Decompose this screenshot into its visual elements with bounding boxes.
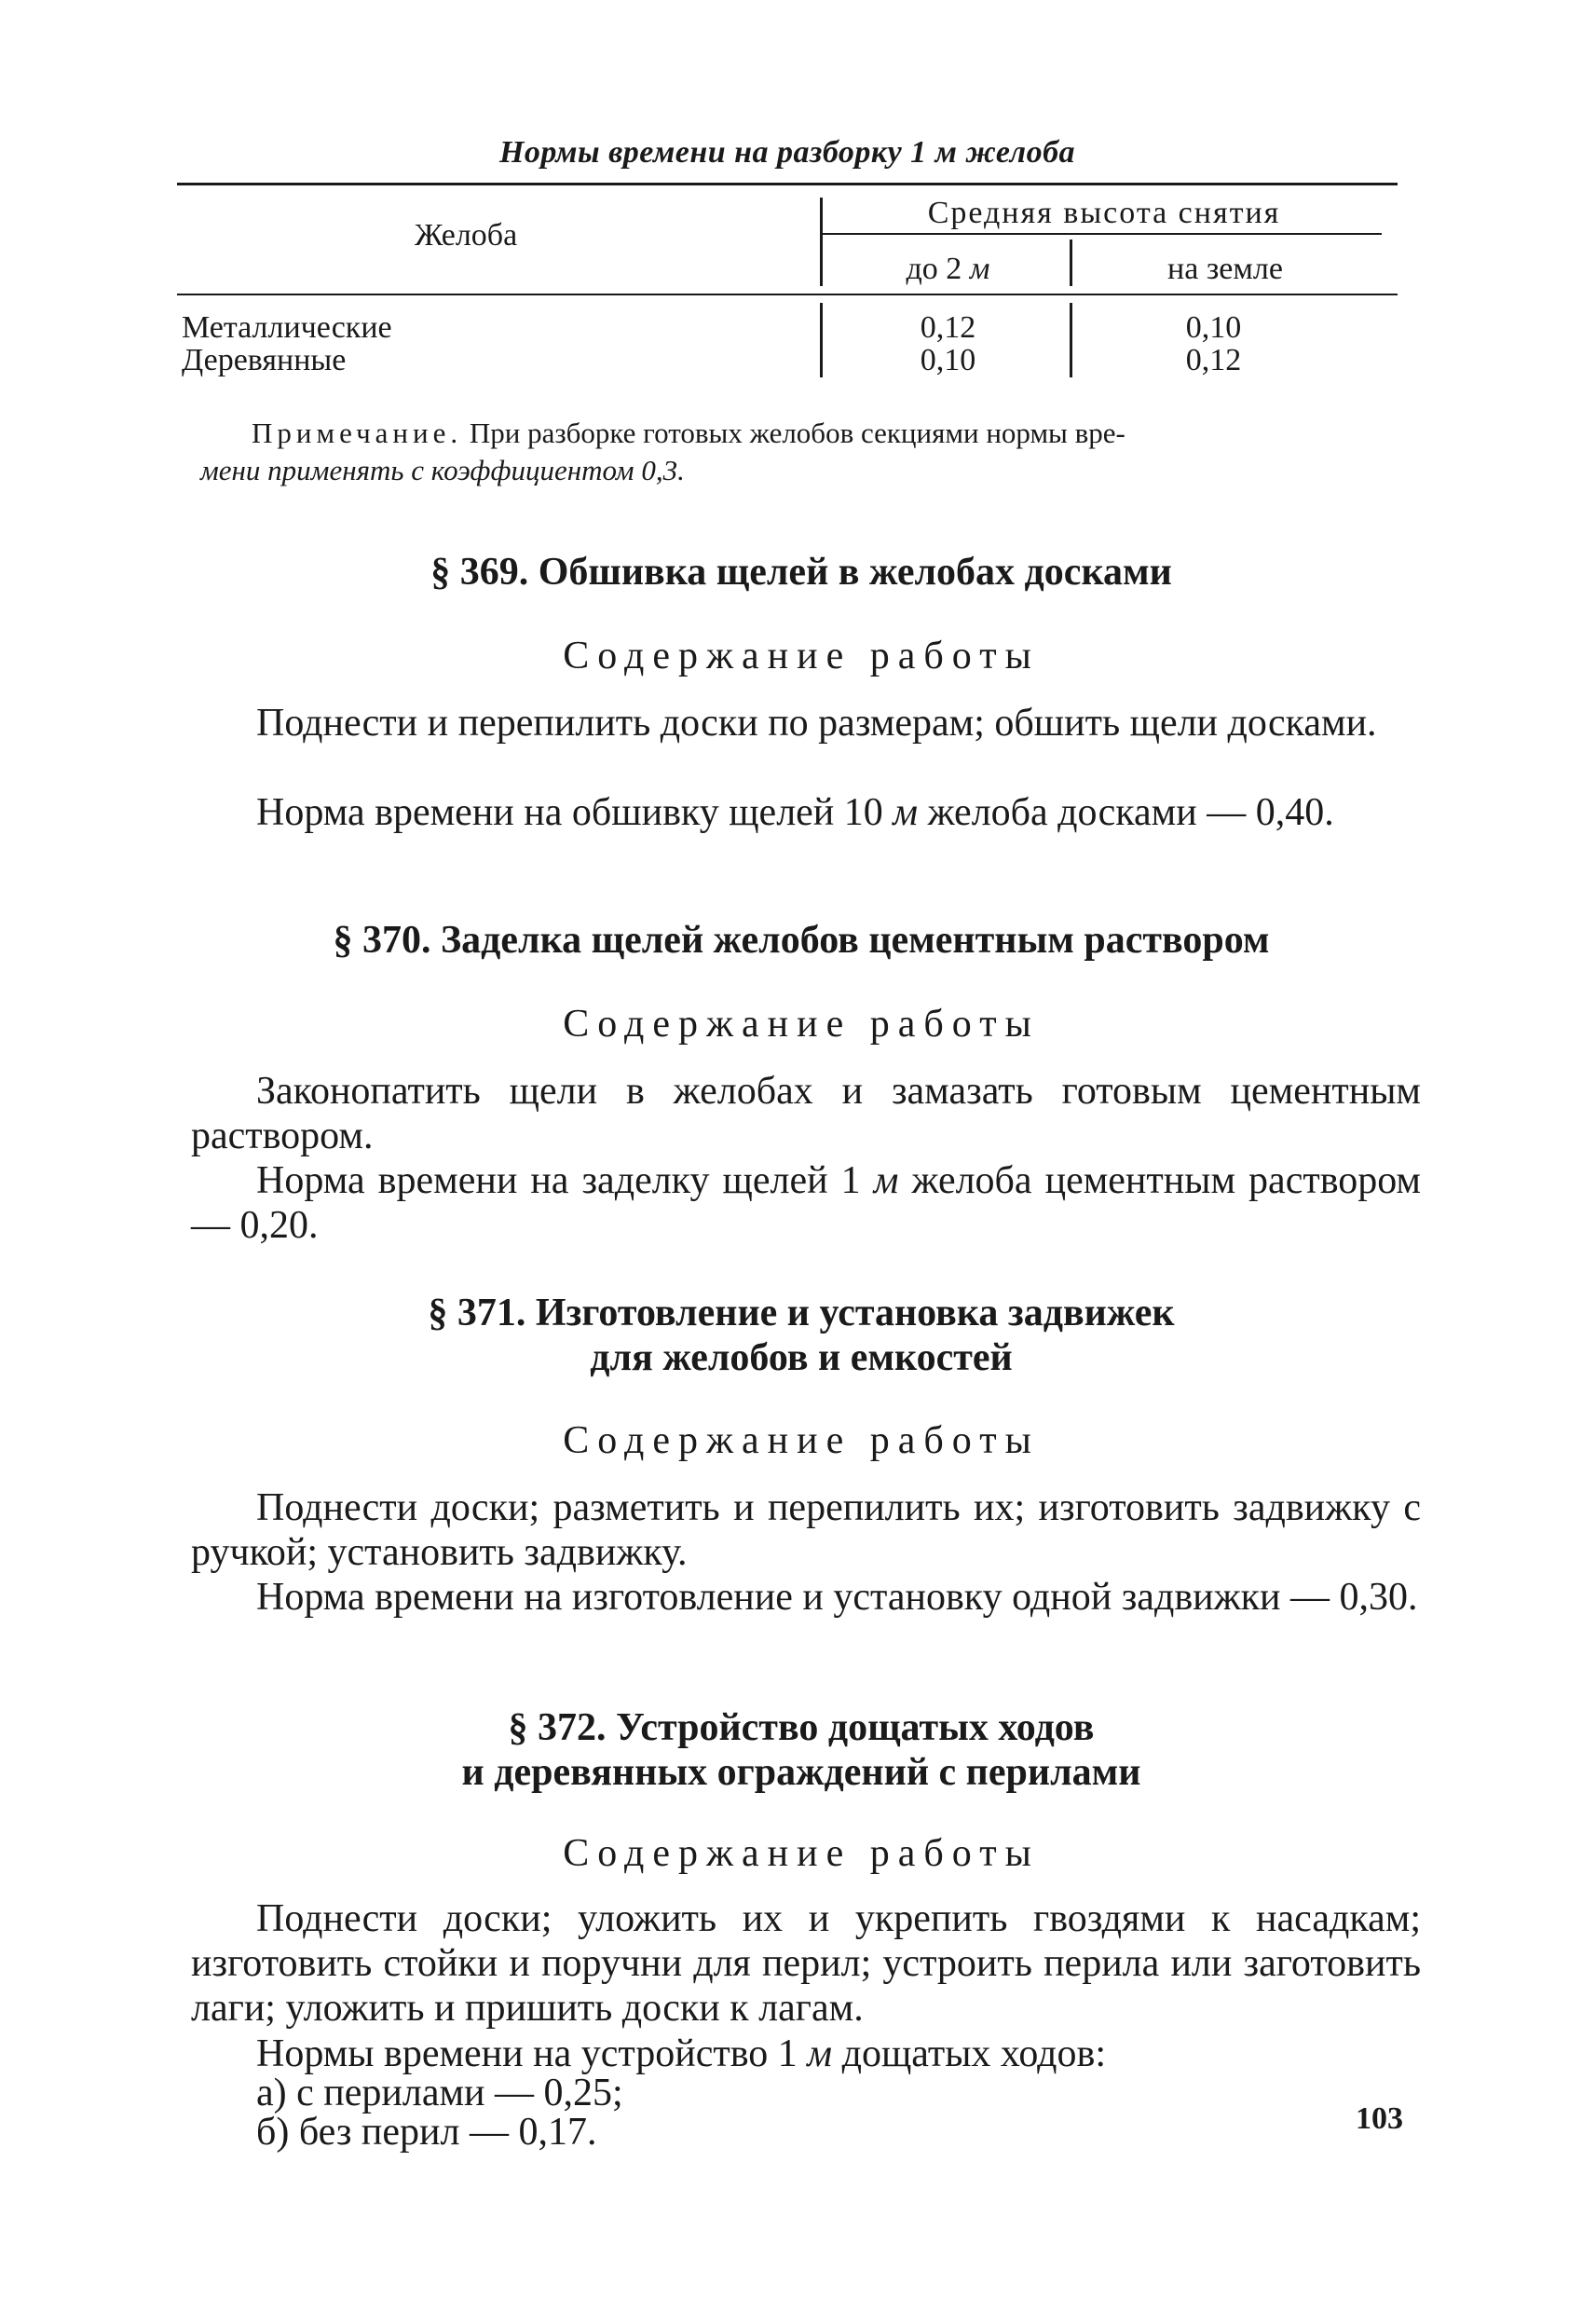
- section-subheading: Содержание работы: [563, 1832, 1040, 1875]
- norm-unit: м: [873, 1159, 899, 1202]
- norm-text-a: Норма времени на заделку щелей 1: [256, 1159, 861, 1202]
- list-item-a: а) с перилами — 0,25;: [256, 2072, 623, 2114]
- norm-text-a: Нормы времени на устройство 1: [256, 2032, 798, 2075]
- table-col-header-sub1-unit: м: [969, 252, 990, 286]
- table-group-rule: [823, 233, 1382, 235]
- table-note: [200, 415, 1402, 489]
- table-body-divider-2: [1070, 303, 1072, 377]
- table-col-header-item: Желоба: [415, 218, 518, 253]
- table-top-rule: [177, 183, 1398, 185]
- table-sub-divider: [1070, 239, 1072, 286]
- table-col-header-sub2: на земле: [1167, 252, 1283, 286]
- table-header-bottom-rule: [177, 294, 1398, 295]
- table-row-value: 0,10: [1185, 310, 1242, 345]
- section-paragraph: Поднести доски; уложить их и укрепить гвоздями к насадкам; изготовить стойки и поручни для перил; устроить перила или заготовить лаги; уложить и пришить доски к лагам.: [191, 1897, 1421, 2030]
- table-col-header-group: Средняя высота снятия: [927, 196, 1281, 230]
- norm-text-b: дощатых ходов:: [841, 2032, 1106, 2075]
- section-paragraph-norm: Норма времени на изготовление и установку одной задвижки — 0,30.: [256, 1576, 1418, 1619]
- table-row-value: 0,12: [1185, 343, 1242, 377]
- table-row-label: Деревянные: [182, 343, 347, 377]
- section-subheading: Содержание работы: [563, 1003, 1040, 1046]
- norm-unit: м: [893, 791, 919, 834]
- table-header-divider: [820, 198, 823, 286]
- heading-line-1: § 371. Изготовление и установка задвижек: [428, 1292, 1175, 1334]
- section-subheading: Содержание работы: [563, 1419, 1040, 1462]
- table-row-value: 0,10: [920, 343, 976, 377]
- section-heading-370: § 370. Заделка щелей желобов цементным раствором: [333, 919, 1270, 962]
- table-col-header-sub1-prefix: до 2: [906, 252, 962, 286]
- section-paragraph-norm: [191, 1158, 1421, 1248]
- section-paragraph: Законопатить щели в желобах и замазать готовым цементным раствором.: [191, 1070, 1421, 1157]
- heading-line-2: для желобов и емкостей: [590, 1336, 1013, 1379]
- table-body-divider-1: [820, 303, 823, 377]
- norm-unit: м: [807, 2032, 833, 2075]
- norm-text-b: желоба цементным раствором — 0,20.: [191, 1159, 1422, 1247]
- note-text-1: При разборке готовых желобов секциями нормы вре-: [469, 417, 1125, 449]
- table-col-header-sub1: [829, 252, 1067, 287]
- note-text-2: мени применять с коэффициентом 0,3.: [200, 454, 685, 486]
- section-paragraph-norm: [191, 790, 1421, 835]
- norm-text-b: желоба досками — 0,40.: [927, 791, 1334, 834]
- section-heading-371: [177, 1291, 1425, 1380]
- section-paragraph: Поднести доски; разметить и перепилить их; изготовить задвижку с ручкой; установить задвижку.: [191, 1486, 1421, 1574]
- page-number: 103: [1356, 2101, 1403, 2136]
- section-paragraph-norm: [191, 2032, 1421, 2076]
- note-lead: Примечание.: [252, 417, 463, 449]
- heading-line-1: § 372. Устройство дощатых ходов: [508, 1706, 1095, 1749]
- norm-text-a: Норма времени на обшивку щелей 10: [256, 791, 883, 834]
- section-paragraph: Поднести и перепилить доски по размерам; обшить щели досками.: [256, 702, 1377, 745]
- heading-line-2: и деревянных ограждений с перилами: [461, 1751, 1141, 1794]
- table-title: Нормы времени на разборку 1 м желоба: [498, 135, 1076, 170]
- section-heading-369: § 369. Обшивка щелей в желобах досками: [430, 551, 1172, 594]
- section-subheading: Содержание работы: [563, 635, 1040, 677]
- table-row-label: Металлические: [182, 310, 392, 345]
- list-item-b: б) без перил — 0,17.: [256, 2111, 597, 2154]
- table-row-value: 0,12: [920, 310, 976, 345]
- section-heading-372: [177, 1705, 1425, 1795]
